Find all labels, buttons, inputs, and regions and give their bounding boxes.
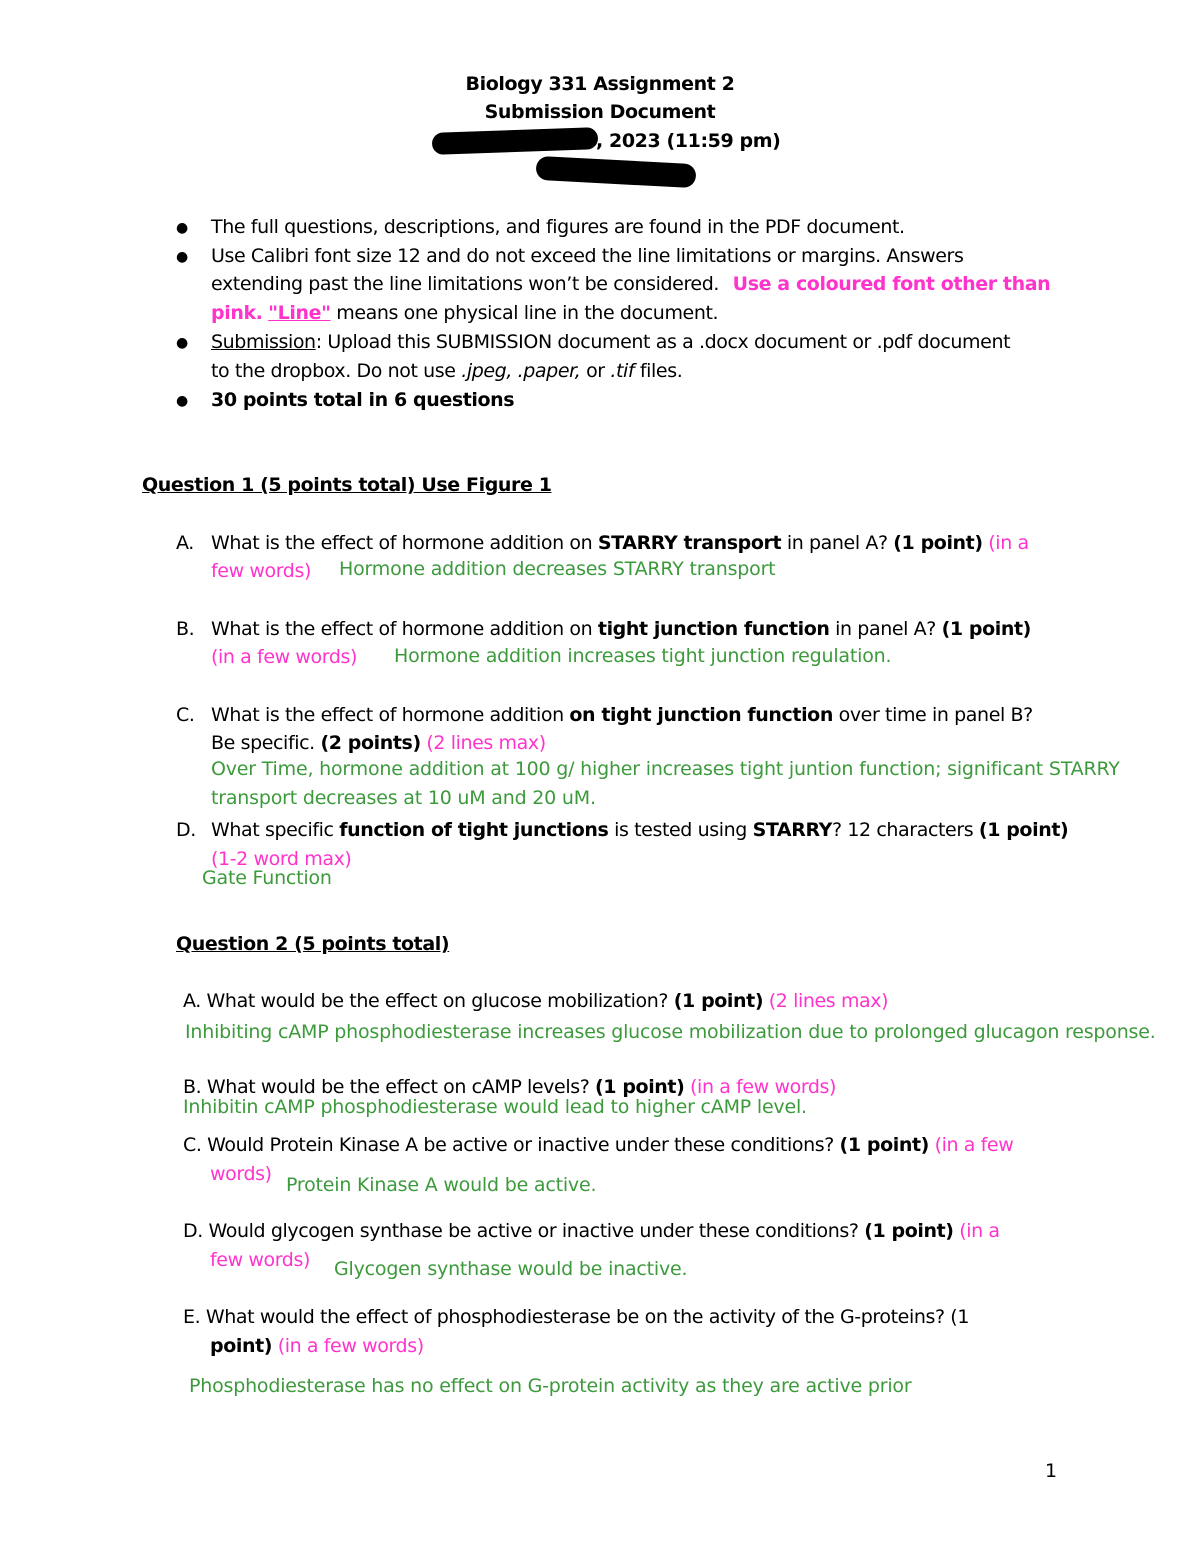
- bullet-2-line1: Use Calibri font size 12 and do not exceed the line limitations or margins. Answers: [211, 245, 964, 267]
- q1b-answer: Hormone addition increases tight junction regulation.: [394, 645, 892, 667]
- q1b-question: What is the effect of hormone addition on tight junction function in panel A? (1 point): [211, 618, 1031, 640]
- bullet-marker: ●: [176, 335, 188, 351]
- bullet-4-text: 30 points total in 6 questions: [211, 389, 515, 411]
- bullet-marker: ●: [176, 393, 188, 409]
- document-subtitle: Submission Document: [484, 101, 716, 123]
- q2c-question: C. Would Protein Kinase A be active or inactive under these conditions? (1 point) (in a few: [183, 1134, 1014, 1156]
- q1a-question: What is the effect of hormone addition on STARRY transport in panel A? (1 point) (in a: [211, 532, 1029, 554]
- q2e-question: E. What would the effect of phosphodiesterase be on the activity of the G-proteins? (1: [183, 1306, 970, 1328]
- q2c-hint: words): [210, 1163, 272, 1185]
- q2d-question: D. Would glycogen synthase be active or inactive under these conditions? (1 point) (in a: [183, 1220, 1000, 1242]
- bullet-3-line1: Submission: Upload this SUBMISSION document as a .docx document or .pdf document: [211, 331, 1011, 353]
- q1c-question-line2: Be specific. (2 points) (2 lines max): [211, 732, 546, 754]
- redaction-mark-date: [432, 127, 599, 155]
- document-title: Biology 331 Assignment 2: [465, 73, 735, 95]
- q1d-question: What specific function of tight junctions is tested using STARRY? 12 characters (1 point): [211, 819, 1069, 841]
- q1c-letter: C.: [176, 704, 195, 726]
- q2e-answer: Phosphodiesterase has no effect on G-protein activity as they are active prior: [189, 1375, 912, 1397]
- q2e-question-line2: point) (in a few words): [210, 1335, 424, 1357]
- bullet-2-line3: pink. "Line" means one physical line in the document.: [211, 302, 719, 324]
- bullet-marker: ●: [176, 249, 188, 265]
- q2a-answer: Inhibiting cAMP phosphodiesterase increases glucose mobilization due to prolonged glucagon response.: [185, 1021, 1156, 1043]
- q2a-question: A. What would be the effect on glucose mobilization? (1 point) (2 lines max): [183, 990, 889, 1012]
- q1d-letter: D.: [176, 819, 196, 841]
- bullet-1-text: The full questions, descriptions, and figures are found in the PDF document.: [211, 216, 905, 238]
- q1b-hint: (in a few words): [211, 646, 358, 668]
- q2c-answer: Protein Kinase A would be active.: [286, 1174, 597, 1196]
- q1d-hint: (1-2 word max): [211, 848, 352, 870]
- question-2-heading: Question 2 (5 points total): [176, 933, 450, 955]
- page-number: 1: [1045, 1460, 1057, 1482]
- q2d-answer: Glycogen synthase would be inactive.: [334, 1258, 688, 1280]
- q1c-answer-line1: Over Time, hormone addition at 100 g/ higher increases tight juntion function; significant STARRY: [211, 758, 1120, 780]
- q2b-answer: Inhibitin cAMP phosphodiesterase would lead to higher cAMP level.: [183, 1096, 807, 1118]
- q2d-hint: few words): [210, 1249, 310, 1271]
- q1a-hint: few words): [211, 560, 311, 582]
- redaction-mark-name: [535, 156, 696, 188]
- bullet-2-line2: extending past the line limitations won’t be considered. Use a coloured font other than: [211, 273, 1051, 295]
- due-date: , 2023 (11:59 pm): [596, 130, 781, 152]
- question-1-heading: Question 1 (5 points total) Use Figure 1: [142, 474, 552, 496]
- q1a-answer: Hormone addition decreases STARRY transport: [339, 558, 776, 580]
- q1a-letter: A.: [176, 532, 194, 554]
- q1c-question: What is the effect of hormone addition on tight junction function over time in panel B?: [211, 704, 1033, 726]
- q2b-question: B. What would be the effect on cAMP levels? (1 point) (in a few words): [183, 1076, 837, 1098]
- bullet-3-line2: to the dropbox. Do not use .jpeg, .paper, or .tif files.: [211, 360, 683, 382]
- q1c-answer-line2: transport decreases at 10 uM and 20 uM.: [211, 787, 596, 809]
- q1d-answer: Gate Function: [202, 867, 332, 889]
- q1b-letter: B.: [176, 618, 195, 640]
- bullet-marker: ●: [176, 220, 188, 236]
